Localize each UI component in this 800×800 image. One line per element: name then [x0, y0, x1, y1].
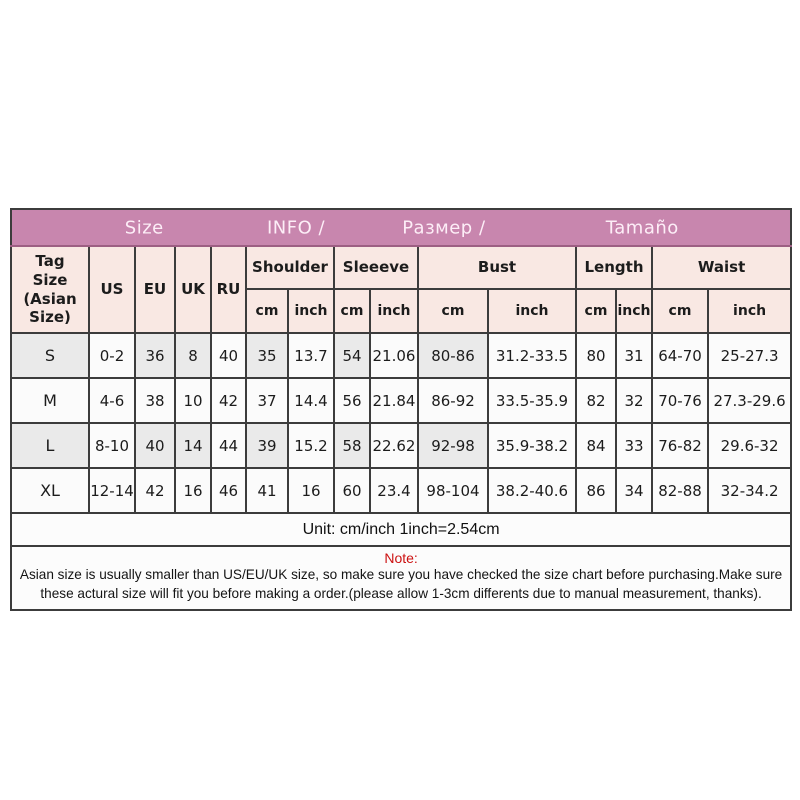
measurement-cell: 58 [334, 423, 370, 468]
shoulder-cm-header: cm [246, 289, 288, 333]
measurement-cell: 14 [175, 423, 211, 468]
measurement-cell: 33 [616, 423, 652, 468]
measurement-cell: 34 [616, 468, 652, 513]
table-row [11, 378, 791, 423]
bust-header: Bust [418, 246, 576, 289]
title-bar [11, 209, 791, 246]
size-tag-cell: M [11, 378, 89, 423]
size-tag-cell: L [11, 423, 89, 468]
note-cell [11, 546, 791, 610]
measurement-cell: 70-76 [652, 378, 708, 423]
tag-size-header: Tag Size (Asian Size) [11, 246, 89, 333]
us-header: US [89, 246, 135, 333]
measurement-cell: 76-82 [652, 423, 708, 468]
measurement-cell: 16 [175, 468, 211, 513]
title-tamano: Tamaño [605, 217, 679, 238]
measurement-cell: 31 [616, 333, 652, 378]
length-inch-header: inch [616, 289, 652, 333]
measurement-cell: 14.4 [288, 378, 334, 423]
measurement-cell: 15.2 [288, 423, 334, 468]
length-cm-header: cm [576, 289, 616, 333]
measurement-cell: 35.9-38.2 [488, 423, 576, 468]
size-tag-cell: S [11, 333, 89, 378]
measurement-cell: 80-86 [418, 333, 488, 378]
sleeve-cm-header: cm [334, 289, 370, 333]
shoulder-inch-header: inch [288, 289, 334, 333]
measurement-cell: 31.2-33.5 [488, 333, 576, 378]
measurement-cell: 8-10 [89, 423, 135, 468]
shoulder-header: Shoulder [246, 246, 334, 289]
ru-header: RU [211, 246, 246, 333]
measurement-cell: 64-70 [652, 333, 708, 378]
measurement-cell: 23.4 [370, 468, 418, 513]
note-title: Note: [384, 550, 418, 567]
table-row [11, 333, 791, 378]
measurement-cell: 22.62 [370, 423, 418, 468]
measurement-cell: 44 [211, 423, 246, 468]
bust-inch-header: inch [488, 289, 576, 333]
measurement-cell: 40 [135, 423, 175, 468]
size-chart [10, 208, 790, 611]
measurement-cell: 0-2 [89, 333, 135, 378]
measurement-cell: 41 [246, 468, 288, 513]
note-row [11, 546, 791, 610]
table-row [11, 423, 791, 468]
measurement-cell: 21.84 [370, 378, 418, 423]
table-row [11, 468, 791, 513]
measurement-cell: 56 [334, 378, 370, 423]
sleeve-inch-header: inch [370, 289, 418, 333]
measurement-cell: 25-27.3 [708, 333, 791, 378]
measurement-cell: 29.6-32 [708, 423, 791, 468]
waist-inch-header: inch [708, 289, 791, 333]
waist-cm-header: cm [652, 289, 708, 333]
uk-header: UK [175, 246, 211, 333]
measurement-cell: 46 [211, 468, 246, 513]
title-size: Size [124, 217, 164, 238]
measurement-cell: 86-92 [418, 378, 488, 423]
measurement-cell: 35 [246, 333, 288, 378]
measurement-cell: 4-6 [89, 378, 135, 423]
size-tag-cell: XL [11, 468, 89, 513]
measurement-cell: 84 [576, 423, 616, 468]
measurement-cell: 37 [246, 378, 288, 423]
measurement-cell: 39 [246, 423, 288, 468]
measurement-cell: 40 [211, 333, 246, 378]
unit-note-row [11, 513, 791, 546]
measurement-cell: 80 [576, 333, 616, 378]
measurement-cell: 27.3-29.6 [708, 378, 791, 423]
bust-cm-header: cm [418, 289, 488, 333]
note-body: Asian size is usually smaller than US/EU/UK size, so make sure you have checked the size chart before purchasing.Make sure these actural size will fit you before making a order.(please allow 1-3cm differents due to manual measurement, thanks). [19, 567, 783, 601]
measurement-cell: 10 [175, 378, 211, 423]
title-info: INFO / [266, 217, 326, 238]
measurement-cell: 36 [135, 333, 175, 378]
sleeve-header: Sleeeve [334, 246, 418, 289]
group-header-row [11, 246, 791, 289]
measurement-cell: 42 [211, 378, 246, 423]
measurement-cell: 54 [334, 333, 370, 378]
measurement-cell: 60 [334, 468, 370, 513]
measurement-cell: 16 [288, 468, 334, 513]
measurement-cell: 12-14 [89, 468, 135, 513]
measurement-cell: 92-98 [418, 423, 488, 468]
unit-note: Unit: cm/inch 1inch=2.54cm [11, 513, 791, 546]
measurement-cell: 32 [616, 378, 652, 423]
size-chart-table [10, 208, 792, 611]
measurement-cell: 33.5-35.9 [488, 378, 576, 423]
measurement-cell: 21.06 [370, 333, 418, 378]
measurement-cell: 82-88 [652, 468, 708, 513]
measurement-cell: 38.2-40.6 [488, 468, 576, 513]
length-header: Length [576, 246, 652, 289]
measurement-cell: 42 [135, 468, 175, 513]
measurement-cell: 8 [175, 333, 211, 378]
measurement-cell: 38 [135, 378, 175, 423]
measurement-cell: 98-104 [418, 468, 488, 513]
waist-header: Waist [652, 246, 791, 289]
eu-header: EU [135, 246, 175, 333]
measurement-cell: 13.7 [288, 333, 334, 378]
title-bar-cell [11, 209, 791, 246]
measurement-cell: 86 [576, 468, 616, 513]
measurement-cell: 32-34.2 [708, 468, 791, 513]
title-razmer: Размер / [402, 217, 486, 238]
measurement-cell: 82 [576, 378, 616, 423]
